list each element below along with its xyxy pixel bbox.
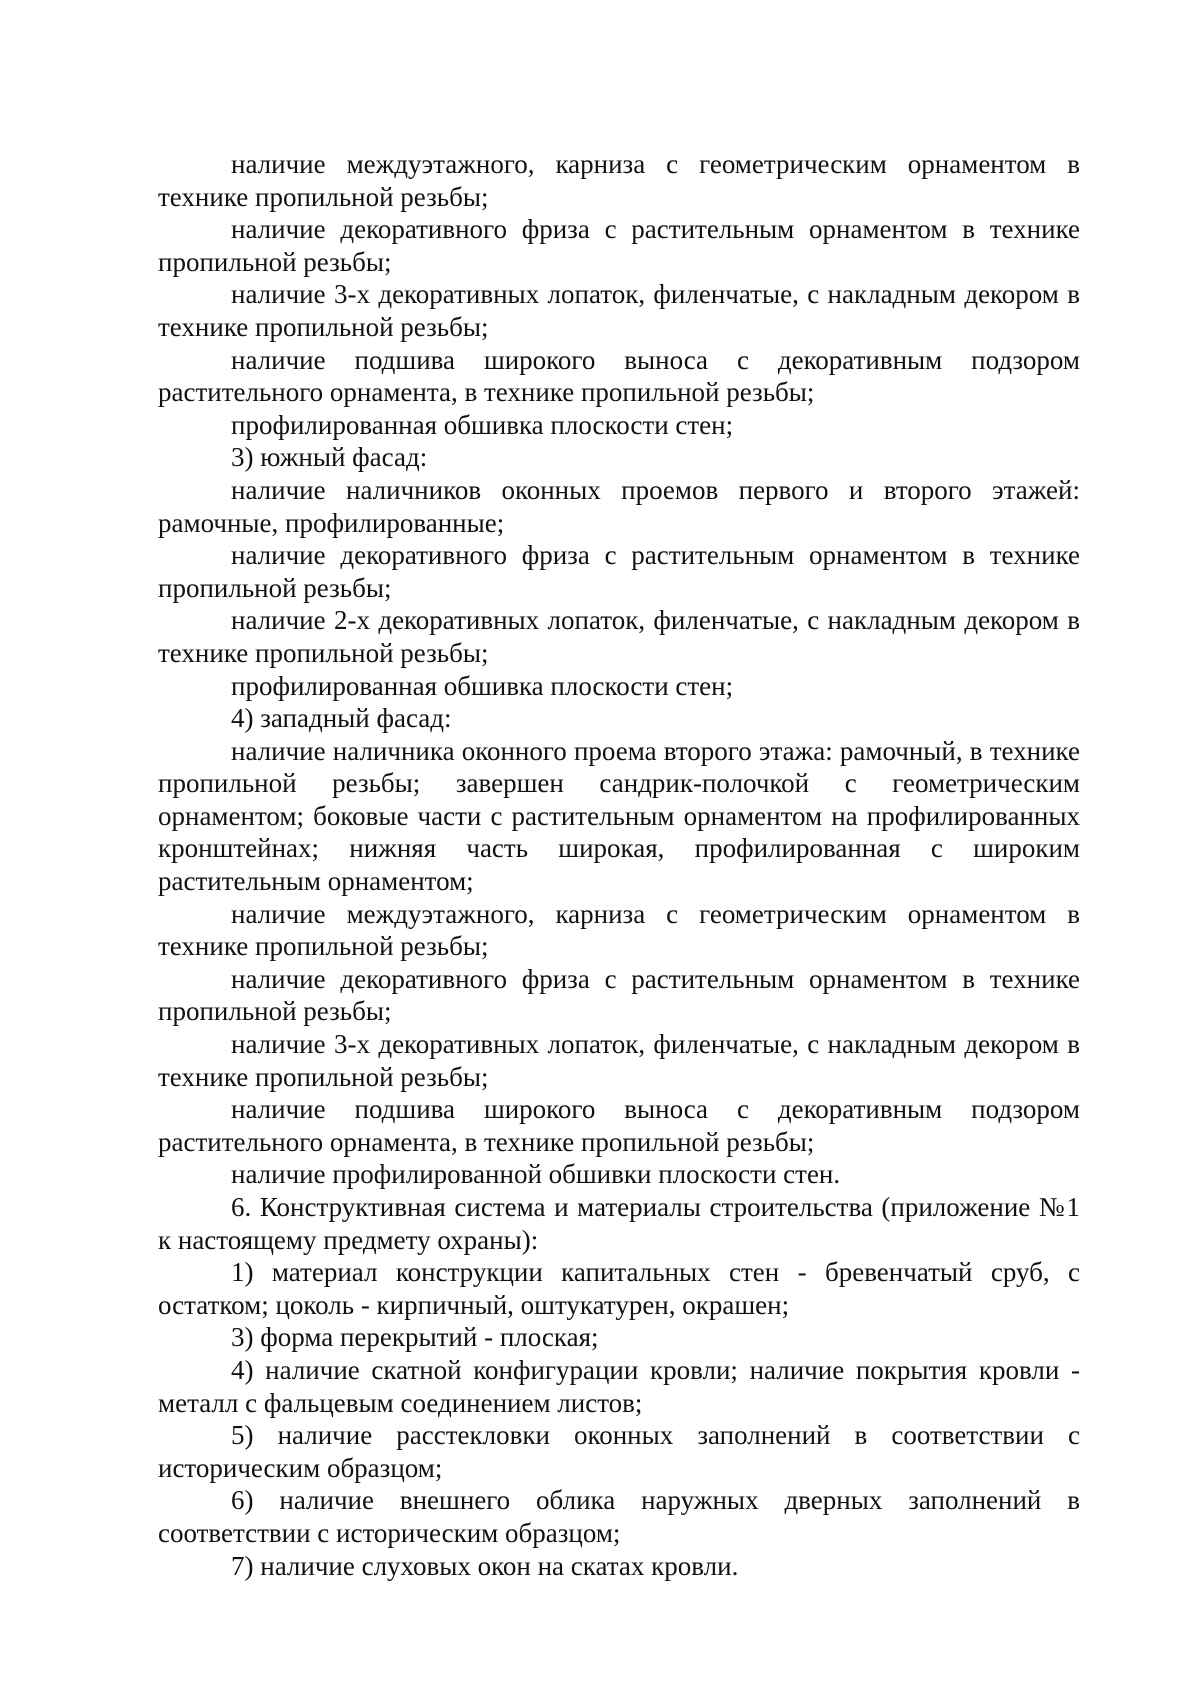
paragraph: 4) наличие скатной конфигурации кровли; наличие покрытия кровли - металл с фальцевым соединением листов; bbox=[158, 1354, 1080, 1418]
paragraph: наличие наличников оконных проемов первого и второго этажей: рамочные, профилированные; bbox=[158, 474, 1080, 538]
paragraph: наличие 3-х декоративных лопаток, филенчатые, с накладным декором в технике пропильной резьбы; bbox=[158, 279, 1080, 342]
section-heading-south-facade: 3) южный фасад: bbox=[231, 442, 428, 473]
paragraph: наличие декоративного фриза с растительным орнаментом в технике пропильной резьбы; bbox=[158, 540, 1080, 603]
section-heading-construction: 6. Конструктивная система и материалы строительства (приложение №1 к настоящему предмету охраны): bbox=[158, 1192, 1080, 1255]
paragraph: наличие декоративного фриза с растительным орнаментом в технике пропильной резьбы; bbox=[158, 963, 1080, 1027]
paragraph: наличие 2-х декоративных лопаток, филенчатые, с накладным декором в технике пропильной резьбы; bbox=[158, 605, 1080, 668]
paragraph: 6) наличие внешнего облика наружных дверных заполнений в соответствии с историческим образцом; bbox=[158, 1485, 1080, 1548]
section-heading-west-facade: 4) западный фасад: bbox=[231, 703, 452, 734]
paragraph: наличие 3-х декоративных лопаток, филенчатые, с накладным декором в технике пропильной резьбы; bbox=[158, 1029, 1080, 1092]
paragraph: профилированная обшивка плоскости стен; bbox=[231, 409, 734, 440]
paragraph: 1) материал конструкции капитальных стен - бревенчатый сруб, с остатком; цоколь - кирпичный, оштукатурен, окрашен; bbox=[158, 1257, 1080, 1320]
paragraph: наличие наличника оконного проема второго этажа: рамочный, в технике пропильной резьбы; завершен сандрик-полочкой с геометрическим орнаментом; боковые части с растительным орнаментом на профилированных кронштейнах; нижняя часть широкая, профилированная с широким растительным орнаментом; bbox=[158, 735, 1080, 897]
paragraph: 3) форма перекрытий - плоская; bbox=[231, 1322, 599, 1353]
paragraph: наличие профилированной обшивки плоскости стен. bbox=[231, 1159, 841, 1190]
paragraph: наличие междуэтажного, карниза с геометрическим орнаментом в технике пропильной резьбы; bbox=[158, 898, 1080, 962]
paragraph: профилированная обшивка плоскости стен; bbox=[231, 670, 734, 701]
document-body bbox=[158, 148, 1080, 1582]
paragraph: 7) наличие слуховых окон на скатах кровли. bbox=[231, 1550, 739, 1581]
paragraph: наличие подшива широкого выноса с декоративным подзором растительного орнамента, в технике пропильной резьбы; bbox=[158, 344, 1080, 408]
paragraph: 5) наличие расстекловки оконных заполнений в соответствии с историческим образцом; bbox=[158, 1420, 1080, 1483]
paragraph: наличие подшива широкого выноса с декоративным подзором растительного орнамента, в технике пропильной резьбы; bbox=[158, 1094, 1080, 1157]
paragraph: наличие междуэтажного, карниза с геометрическим орнаментом в технике пропильной резьбы; bbox=[158, 149, 1080, 212]
paragraph: наличие декоративного фриза с растительным орнаментом в технике пропильной резьбы; bbox=[158, 214, 1080, 277]
